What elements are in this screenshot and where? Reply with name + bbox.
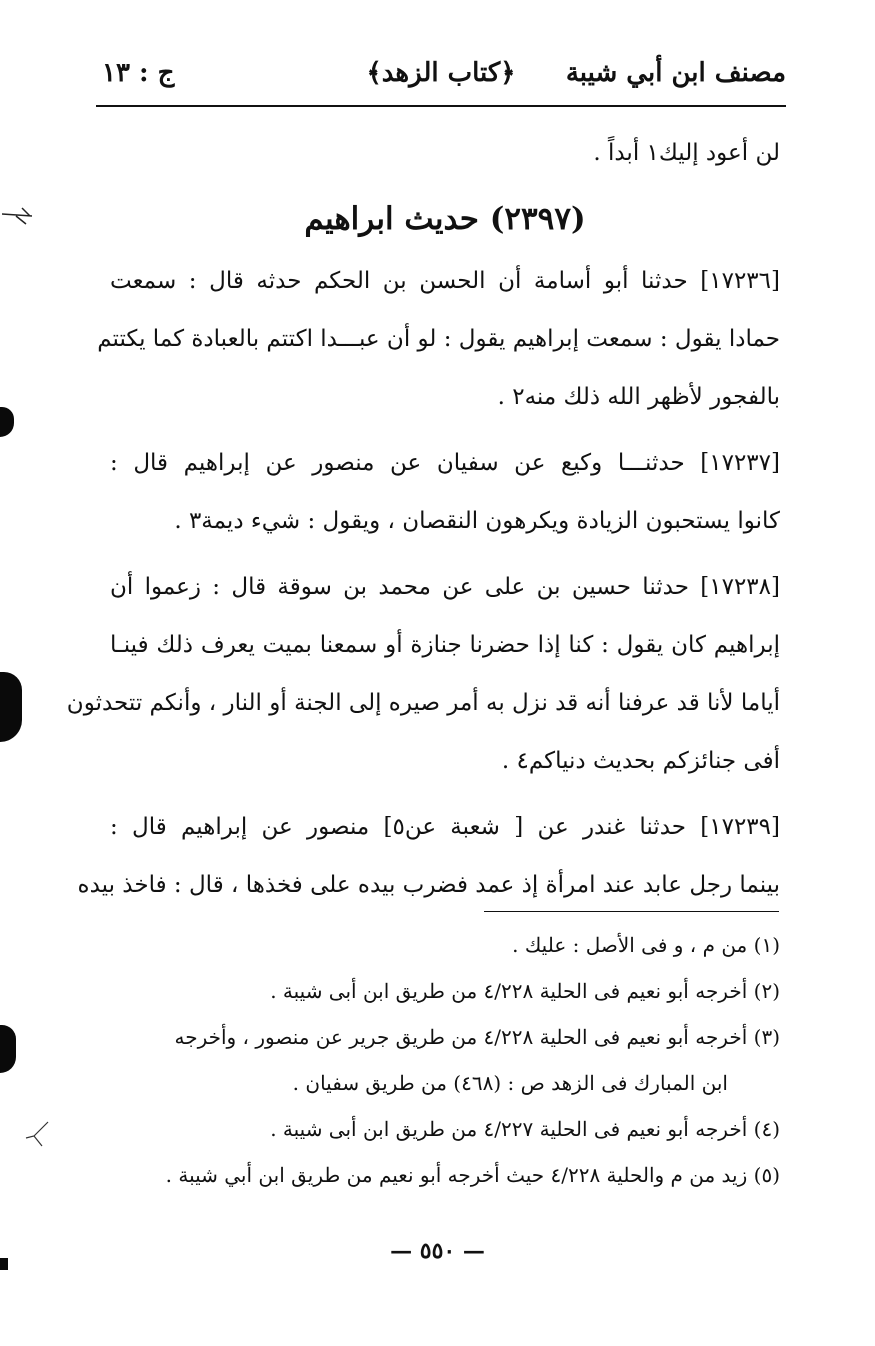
text-line: كانوا يستحبون الزيادة ويكرهون النقصان ، ويقول : شيء ديمة٣ . bbox=[174, 508, 780, 534]
footnote-continuation: ابن المبارك فى الزهد ص : (٤٦٨) من طريق سفيان . bbox=[292, 1071, 728, 1095]
hadith-paragraph bbox=[66, 558, 780, 790]
page-number: — ٥٥٠ — bbox=[390, 1238, 485, 1264]
text-line: بينما رجل عابد عند امرأة إذ عمد فضرب بيده على فخذها ، قال : فاخذ بيده bbox=[77, 872, 780, 898]
opening-line: لن أعود إليك١ أبداً . bbox=[593, 140, 780, 166]
header-rule bbox=[96, 105, 786, 107]
hadith-paragraph bbox=[110, 434, 780, 550]
text-line: [١٧٢٣٦] حدثنا أبو أسامة أن الحسن بن الحكم حدثه قال : سمعت bbox=[110, 268, 780, 294]
hadith-paragraph bbox=[97, 252, 780, 426]
footnote-rule bbox=[484, 911, 779, 912]
book-title: مصنف ابن أبي شيبة bbox=[565, 58, 786, 88]
footnote: (٣) أخرجه أبو نعيم فى الحلية ٤/٢٢٨ من طريق جرير عن منصور ، وأخرجه bbox=[174, 1025, 780, 1049]
scan-ink-blot bbox=[0, 407, 14, 437]
text-line: حمادا يقول : سمعت إبراهيم يقول : لو أن عبـــدا اكتتم بالعبادة كما يكتتم bbox=[97, 326, 780, 352]
text-line: [١٧٢٣٧] حدثنـــا وكيع عن سفيان عن منصور عن إبراهيم قال : bbox=[110, 450, 780, 476]
footnotes bbox=[104, 922, 780, 1198]
scan-mark bbox=[2, 206, 36, 226]
text-line: [١٧٢٣٨] حدثنا حسين بن على عن محمد بن سوقة قال : زعموا أن bbox=[110, 574, 780, 600]
text-line: أياما لأنا قد عرفنا أنه قد نزل به أمر صيره إلى الجنة أو النار ، وأنكم تتحدثون bbox=[66, 690, 780, 716]
text-line: أفى جنائزكم بحديث دنياكم٤ . bbox=[501, 748, 780, 774]
text-line: بالفجور لأظهر الله ذلك منه٢ . bbox=[497, 384, 780, 410]
footnote: (٥) زيد من م والحلية ٤/٢٢٨ حيث أخرجه أبو نعيم من طريق ابن أبي شيبة . bbox=[165, 1163, 780, 1187]
running-header bbox=[96, 56, 786, 104]
text-line: إبراهيم كان يقول : كنا إذا حضرنا جنازة أو سمعنا بميت يعرف ذلك فينـا bbox=[110, 632, 780, 658]
scan-ink-blot bbox=[0, 1025, 16, 1073]
scan-mark bbox=[24, 1120, 50, 1148]
hadith-paragraph bbox=[77, 798, 781, 914]
chapter-title: ﴿كتاب الزهد﴾ bbox=[366, 58, 516, 88]
footnote: (٤) أخرجه أبو نعيم فى الحلية ٤/٢٢٧ من طريق ابن أبى شيبة . bbox=[270, 1117, 780, 1141]
footnote: (١) من م ، و فى الأصل : عليك . bbox=[512, 933, 780, 957]
footnote: (٢) أخرجه أبو نعيم فى الحلية ٤/٢٢٨ من طريق ابن أبى شيبة . bbox=[270, 979, 780, 1003]
volume-number: ج : ١٣ bbox=[102, 58, 175, 88]
main-text bbox=[66, 124, 781, 914]
section-heading: (٢٣٩٧) حديث ابراهيم bbox=[304, 201, 586, 237]
scan-ink-blot bbox=[0, 672, 22, 742]
text-line: [١٧٢٣٩] حدثنا غندر عن [ شعبة عن٥] منصور عن إبراهيم قال : bbox=[110, 814, 781, 840]
